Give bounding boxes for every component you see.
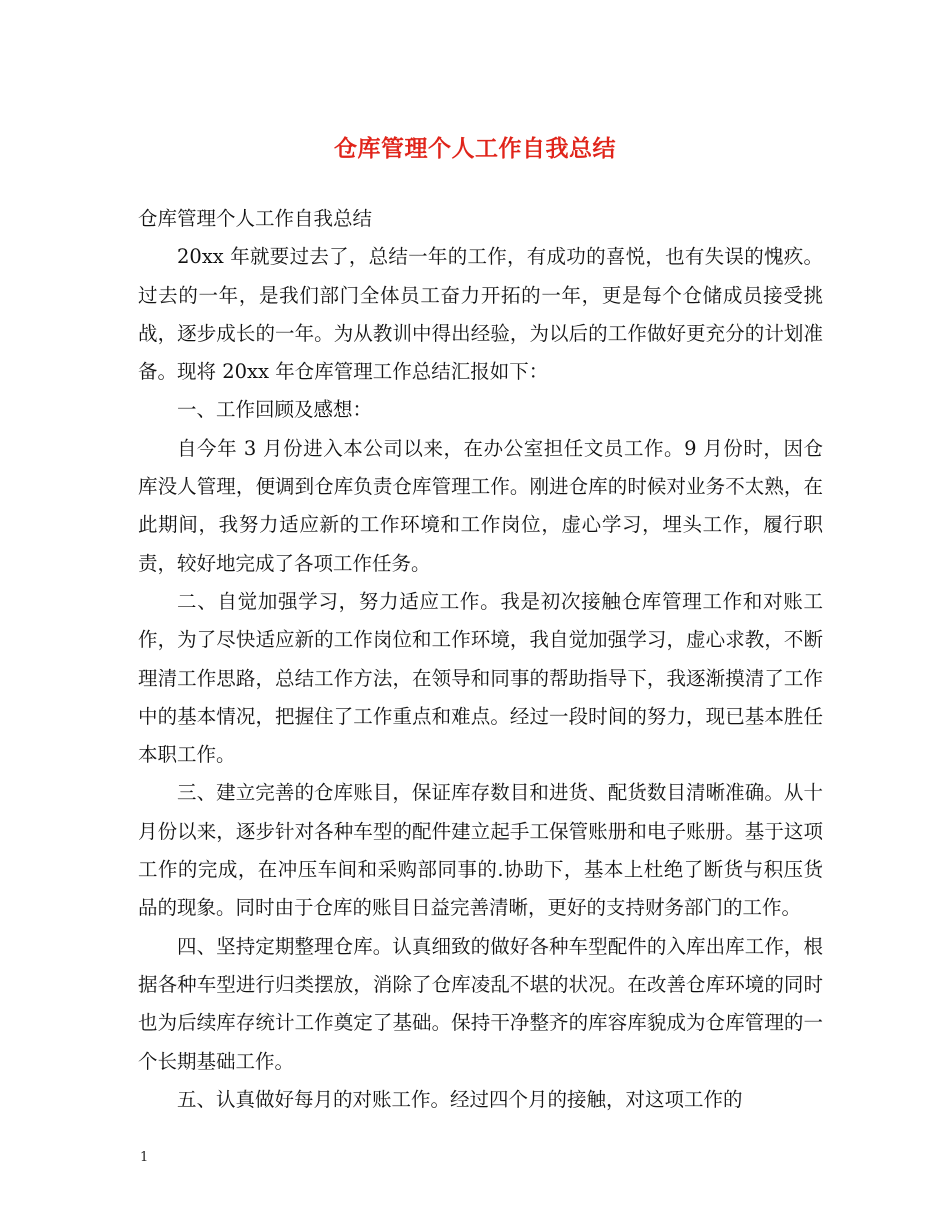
paragraph-review: 自今年 3 月份进入本公司以来，在办公室担任文员工作。9 月份时，因仓库没人管理，便调到仓库负责仓库管理工作。刚进仓库的时候对业务不太熟，在此期间，我努力适应新的工作环境和工作岗位，虚心学习，埋头工作，履行职责，较好地完成了各项工作任务。	[138, 436, 823, 575]
paragraph-organize: 四、坚持定期整理仓库。认真细致的做好各种车型配件的入库出库工作，根据各种车型进行归类摆放，消除了仓库凌乱不堪的状况。在改善仓库环境的同时也为后续库存统计工作奠定了基础。保持干净整齐的库容库貌成为仓库管理的一个长期基础工作。	[138, 934, 823, 1073]
document-body	[138, 200, 823, 1119]
paragraph-accounts: 三、建立完善的仓库账目，保证库存数目和进货、配货数目清晰准确。从十月份以来，逐步针对各种车型的配件建立起手工保管账册和电子账册。基于这项工作的完成，在冲压车间和采购部同事的.协助下，基本上杜绝了断货与积压货品的现象。同时由于仓库的账目日益完善清晰，更好的支持财务部门的工作。	[138, 781, 823, 920]
intro-paragraph: 20xx 年就要过去了，总结一年的工作，有成功的喜悦，也有失误的愧疚。过去的一年，是我们部门全体员工奋力开拓的一年，更是每个仓储成员接受挑战，逐步成长的一年。为从教训中得出经验，为以后的工作做好更充分的计划准备。现将 20xx 年仓库管理工作总结汇报如下：	[138, 245, 823, 384]
paragraph-reconcile: 五、认真做好每月的对账工作。经过四个月的接触，对这项工作的	[177, 1087, 743, 1111]
section-heading-review: 一、工作回顾及感想：	[177, 398, 373, 422]
paragraph-learning: 二、自觉加强学习，努力适应工作。我是初次接触仓库管理工作和对账工作，为了尽快适应新的工作岗位和工作环境，我自觉加强学习，虚心求教，不断理清工作思路，总结工作方法，在领导和同事的帮助指导下，我逐渐摸清了工作中的基本情况，把握住了工作重点和难点。经过一段时间的努力，现已基本胜任本职工作。	[138, 589, 823, 767]
subtitle-paragraph: 仓库管理个人工作自我总结	[138, 207, 373, 230]
page-number: 1	[140, 1150, 149, 1165]
document-title: 仓库管理个人工作自我总结	[334, 135, 616, 162]
